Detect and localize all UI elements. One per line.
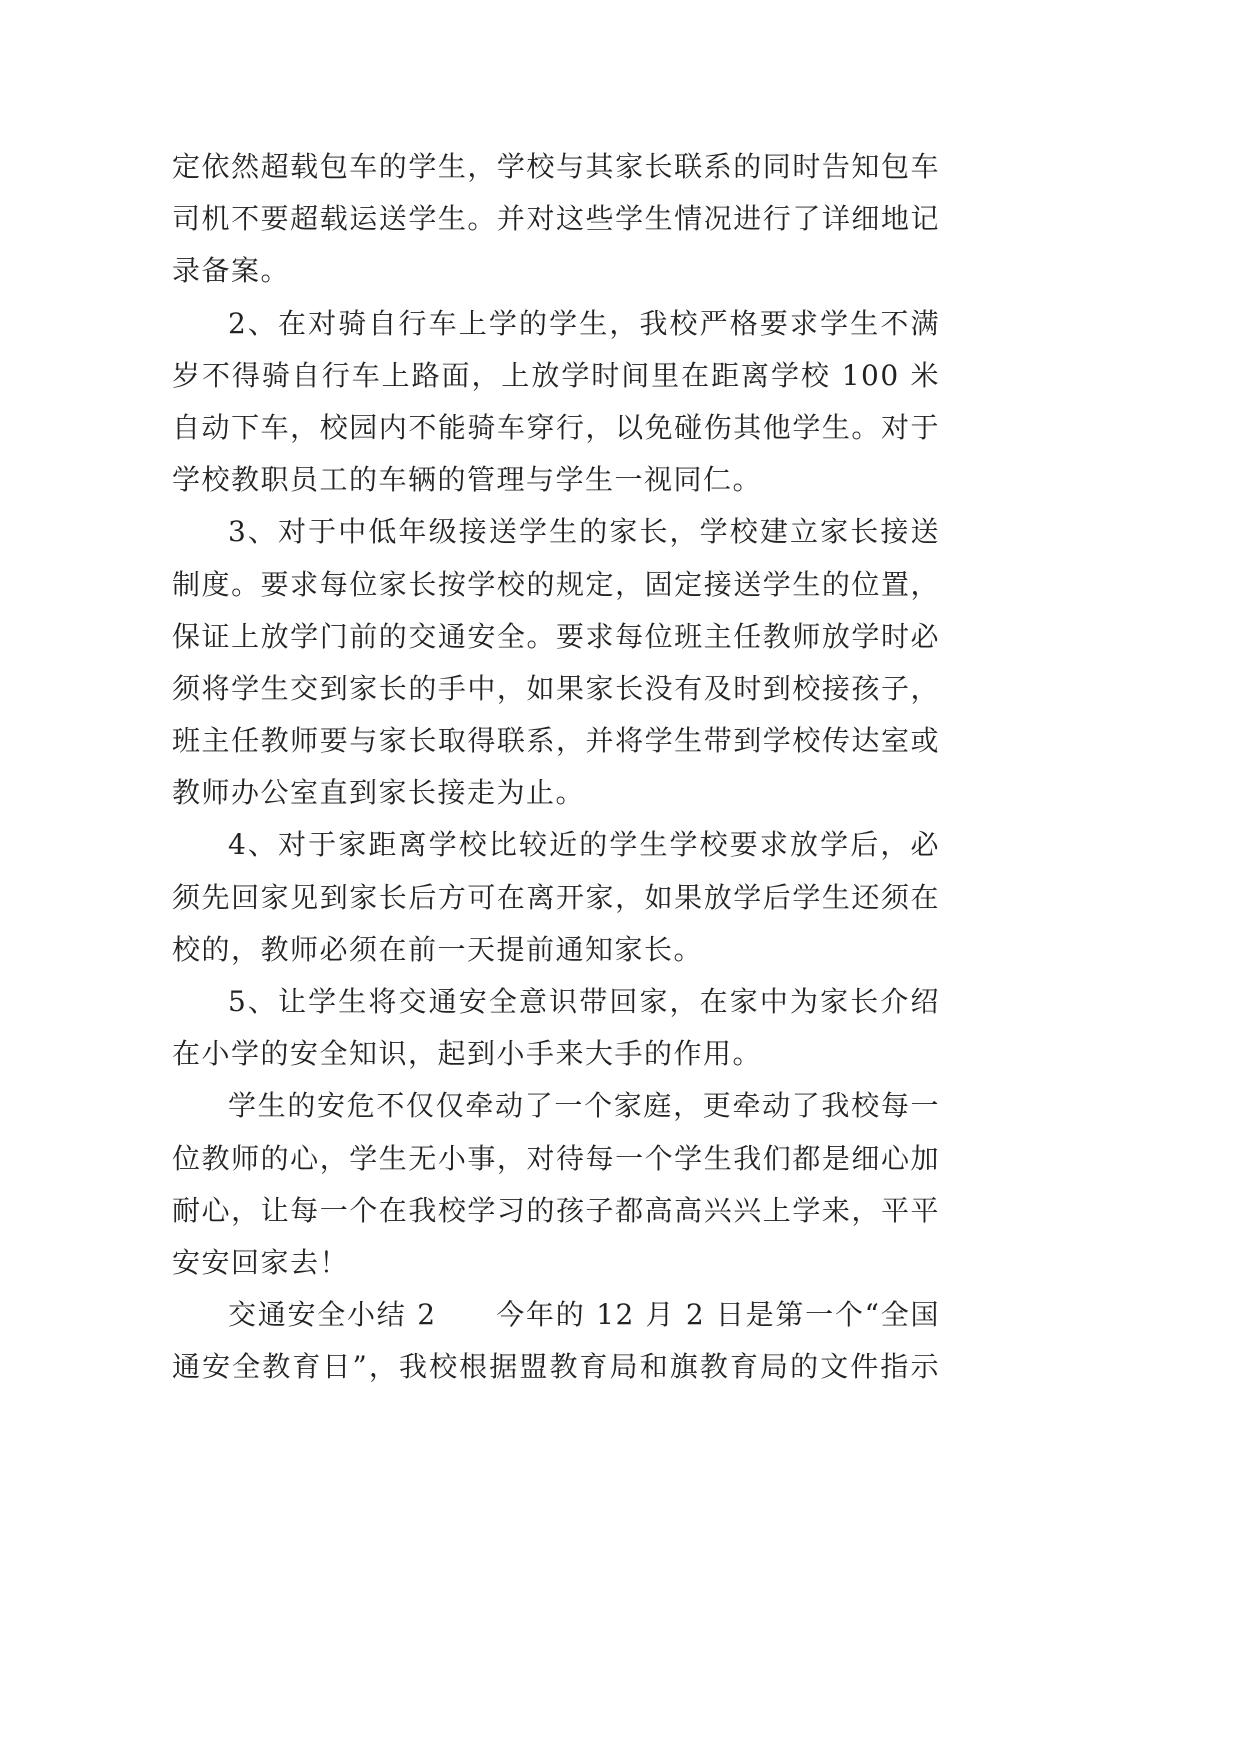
- text-line: 司机不要超载运送学生。并对这些学生情况进行了详细地记: [172, 202, 940, 236]
- text-line: 录备案。: [172, 254, 291, 288]
- text-line: 耐心，让每一个在我校学习的孩子都高高兴兴上学来，平平: [172, 1193, 940, 1227]
- text-line: 学生的安危不仅仅牵动了一个家庭，更牵动了我校每一: [228, 1089, 940, 1123]
- paragraph: [172, 506, 940, 819]
- text-line: 交通安全小结 2 今年的 12 月 2 日是第一个“全国: [228, 1298, 940, 1332]
- text-line: 校的，教师必须在前一天提前通知家长。: [172, 932, 704, 966]
- text-line: 定依然超载包车的学生，学校与其家长联系的同时告知包车: [172, 150, 940, 183]
- text-line: 4、对于家距离学校比较近的学生学校要求放学后，必: [228, 828, 940, 862]
- text-line: 自动下车，校园内不能骑车穿行，以免碰伤其他学生。对于: [172, 410, 940, 444]
- text-line: 班主任教师要与家长取得联系，并将学生带到学校传达室或: [172, 724, 940, 758]
- text-line: 2、在对骑自行车上学的学生，我校严格要求学生不满: [228, 306, 940, 340]
- text-line: 学校教职员工的车辆的管理与学生一视同仁。: [172, 463, 763, 497]
- text-line: 须将学生交到家长的手中，如果家长没有及时到校接孩子，: [172, 671, 940, 705]
- document-body: [172, 141, 940, 1394]
- paragraph: [172, 298, 940, 507]
- paragraph: [172, 1289, 940, 1393]
- text-line: 5、让学生将交通安全意识带回家，在家中为家长介绍: [228, 985, 940, 1018]
- paragraph: [172, 976, 940, 1080]
- text-line: 须先回家见到家长后方可在离开家，如果放学后学生还须在: [172, 880, 940, 914]
- paragraph: [172, 819, 940, 976]
- paragraph: [172, 141, 940, 298]
- text-line: 在小学的安全知识，起到小手来大手的作用。: [172, 1037, 763, 1071]
- text-line: 安安回家去！: [172, 1245, 350, 1279]
- text-line: 制度。要求每位家长按学校的规定，固定接送学生的位置，: [172, 567, 940, 601]
- text-line: 位教师的心，学生无小事，对待每一个学生我们都是细心加: [172, 1141, 940, 1175]
- text-line: 3、对于中低年级接送学生的家长，学校建立家长接送: [228, 515, 940, 549]
- paragraph: [172, 1080, 940, 1289]
- text-line: 教师办公室直到家长接走为止。: [172, 776, 586, 810]
- text-line: 保证上放学门前的交通安全。要求每位班主任教师放学时必: [172, 619, 940, 653]
- text-line: 通安全教育日”，我校根据盟教育局和旗教育局的文件指示: [172, 1350, 940, 1384]
- text-line: 岁不得骑自行车上路面，上放学时间里在距离学校 100 米: [172, 358, 940, 392]
